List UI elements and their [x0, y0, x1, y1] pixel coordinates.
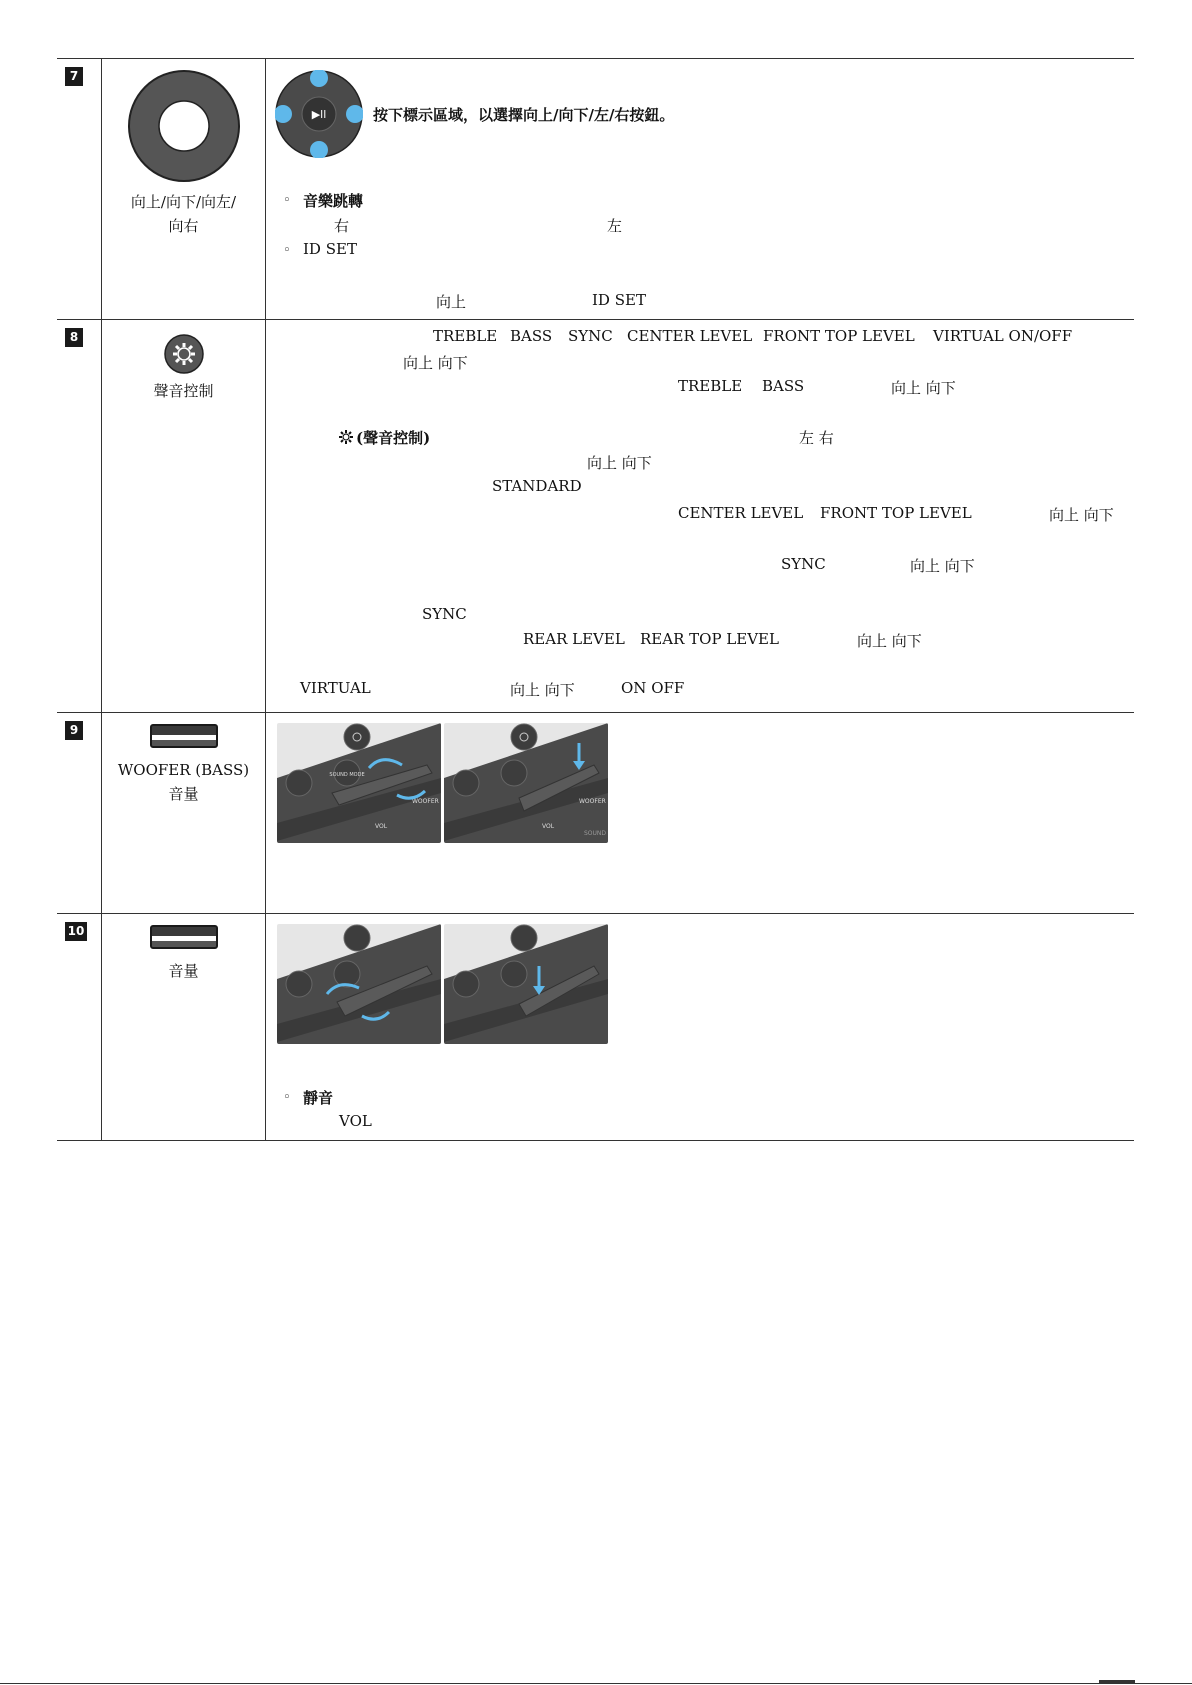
button-cell — [102, 713, 266, 913]
woofer-label: WOOFER — [412, 798, 439, 805]
button-cell — [102, 59, 266, 319]
button-cell — [102, 320, 266, 712]
volume-slide-photo — [277, 924, 441, 1044]
button-label-line1: 向上/向下/向左/ — [130, 193, 237, 211]
button-cell — [102, 914, 266, 1140]
row-number-cell — [57, 914, 102, 1140]
sound-control-gear-icon — [164, 334, 204, 374]
sync-text: SYNC — [781, 555, 826, 573]
bass-text: BASS — [510, 327, 553, 345]
virtual-on-off-text: VIRTUAL ON/OFF — [933, 327, 1073, 345]
description-cell — [266, 713, 1134, 913]
button-label-line2: 音量 — [168, 785, 199, 803]
updown-text: 向上 向下 — [403, 354, 468, 372]
idset-up-text: 向上 — [436, 293, 467, 311]
music-right-text: 右 — [334, 217, 350, 235]
bullet-icon: ◦ — [283, 193, 291, 208]
row-number: 8 — [65, 328, 83, 347]
button-label: 聲音控制 — [153, 382, 214, 400]
row-number-cell — [57, 713, 102, 913]
intro-text: 按下標示區域，以選擇向上/向下/左/右按鈕。 — [373, 106, 675, 124]
description-cell — [266, 914, 1134, 1140]
rear-top-level-text: REAR TOP LEVEL — [640, 630, 779, 648]
vol-label: VOL — [375, 823, 388, 830]
virtual-text: VIRTUAL — [300, 679, 371, 697]
description-cell — [266, 59, 1134, 319]
updown-text: 向上 向下 — [1049, 506, 1114, 524]
music-left-text: 左 — [607, 217, 623, 235]
idset-label: ID SET — [592, 291, 646, 309]
svg-text:▶ll: ▶ll — [311, 108, 327, 121]
button-label: 音量 — [168, 962, 199, 980]
page-footer-mark — [1099, 1680, 1135, 1683]
treble-text: TREBLE — [678, 377, 743, 395]
description-cell — [266, 320, 1134, 712]
center-level-text: CENTER LEVEL — [627, 327, 753, 345]
button-label-line2: 向右 — [168, 217, 199, 235]
standard-text: STANDARD — [492, 477, 582, 495]
updown-text: 向上 向下 — [857, 632, 922, 650]
center-level-text: CENTER LEVEL — [678, 504, 804, 522]
button-label-line1: WOOFER (BASS) — [117, 761, 250, 779]
remote-buttons-table — [57, 58, 1134, 1141]
on-off-text: ON OFF — [621, 679, 685, 697]
row-number: 7 — [65, 67, 83, 86]
treble-text: TREBLE — [433, 327, 498, 345]
mute-title: 靜音 — [303, 1089, 334, 1107]
page-footer-line — [0, 1683, 1192, 1684]
table-row — [57, 320, 1134, 713]
bass-text: BASS — [762, 377, 805, 395]
volume-press-photo — [444, 924, 608, 1044]
updown-text: 向上 向下 — [587, 454, 652, 472]
row-number-cell — [57, 59, 102, 319]
leftright-text: 左 右 — [799, 429, 834, 447]
row-number-cell — [57, 320, 102, 712]
idset-title: ID SET — [303, 240, 357, 258]
dpad-highlight-icon — [275, 70, 363, 158]
sync-text: SYNC — [422, 605, 467, 623]
sound-control-label: (聲音控制) — [356, 429, 431, 447]
table-row — [57, 914, 1134, 1141]
front-top-level-text: FRONT TOP LEVEL — [763, 327, 915, 345]
row-number: 10 — [65, 922, 87, 941]
updown-text: 向上 向下 — [510, 681, 575, 699]
updown-text: 向上 向下 — [910, 557, 975, 575]
table-row — [57, 59, 1134, 320]
sync-text: SYNC — [568, 327, 613, 345]
mute-vol-text: VOL — [339, 1112, 372, 1130]
table-row — [57, 713, 1134, 914]
dpad-ring-icon — [127, 69, 241, 183]
sound-label: SOUND — [584, 830, 607, 837]
row-number: 9 — [65, 721, 83, 740]
music-skip-title: 音樂跳轉 — [303, 192, 364, 210]
woofer-slide-photo — [277, 723, 441, 843]
updown-text: 向上 向下 — [891, 379, 956, 397]
woofer-label: WOOFER — [579, 798, 606, 805]
bullet-icon: ◦ — [283, 1090, 291, 1105]
sound-mode-label: SOUND MODE — [329, 772, 365, 778]
woofer-slider-icon — [150, 724, 218, 748]
gear-icon — [338, 429, 354, 445]
vol-label: VOL — [542, 823, 555, 830]
bullet-icon: ◦ — [283, 243, 291, 258]
front-top-level-text: FRONT TOP LEVEL — [820, 504, 972, 522]
volume-slider-icon — [150, 925, 218, 949]
woofer-press-photo — [444, 723, 608, 843]
rear-level-text: REAR LEVEL — [523, 630, 625, 648]
